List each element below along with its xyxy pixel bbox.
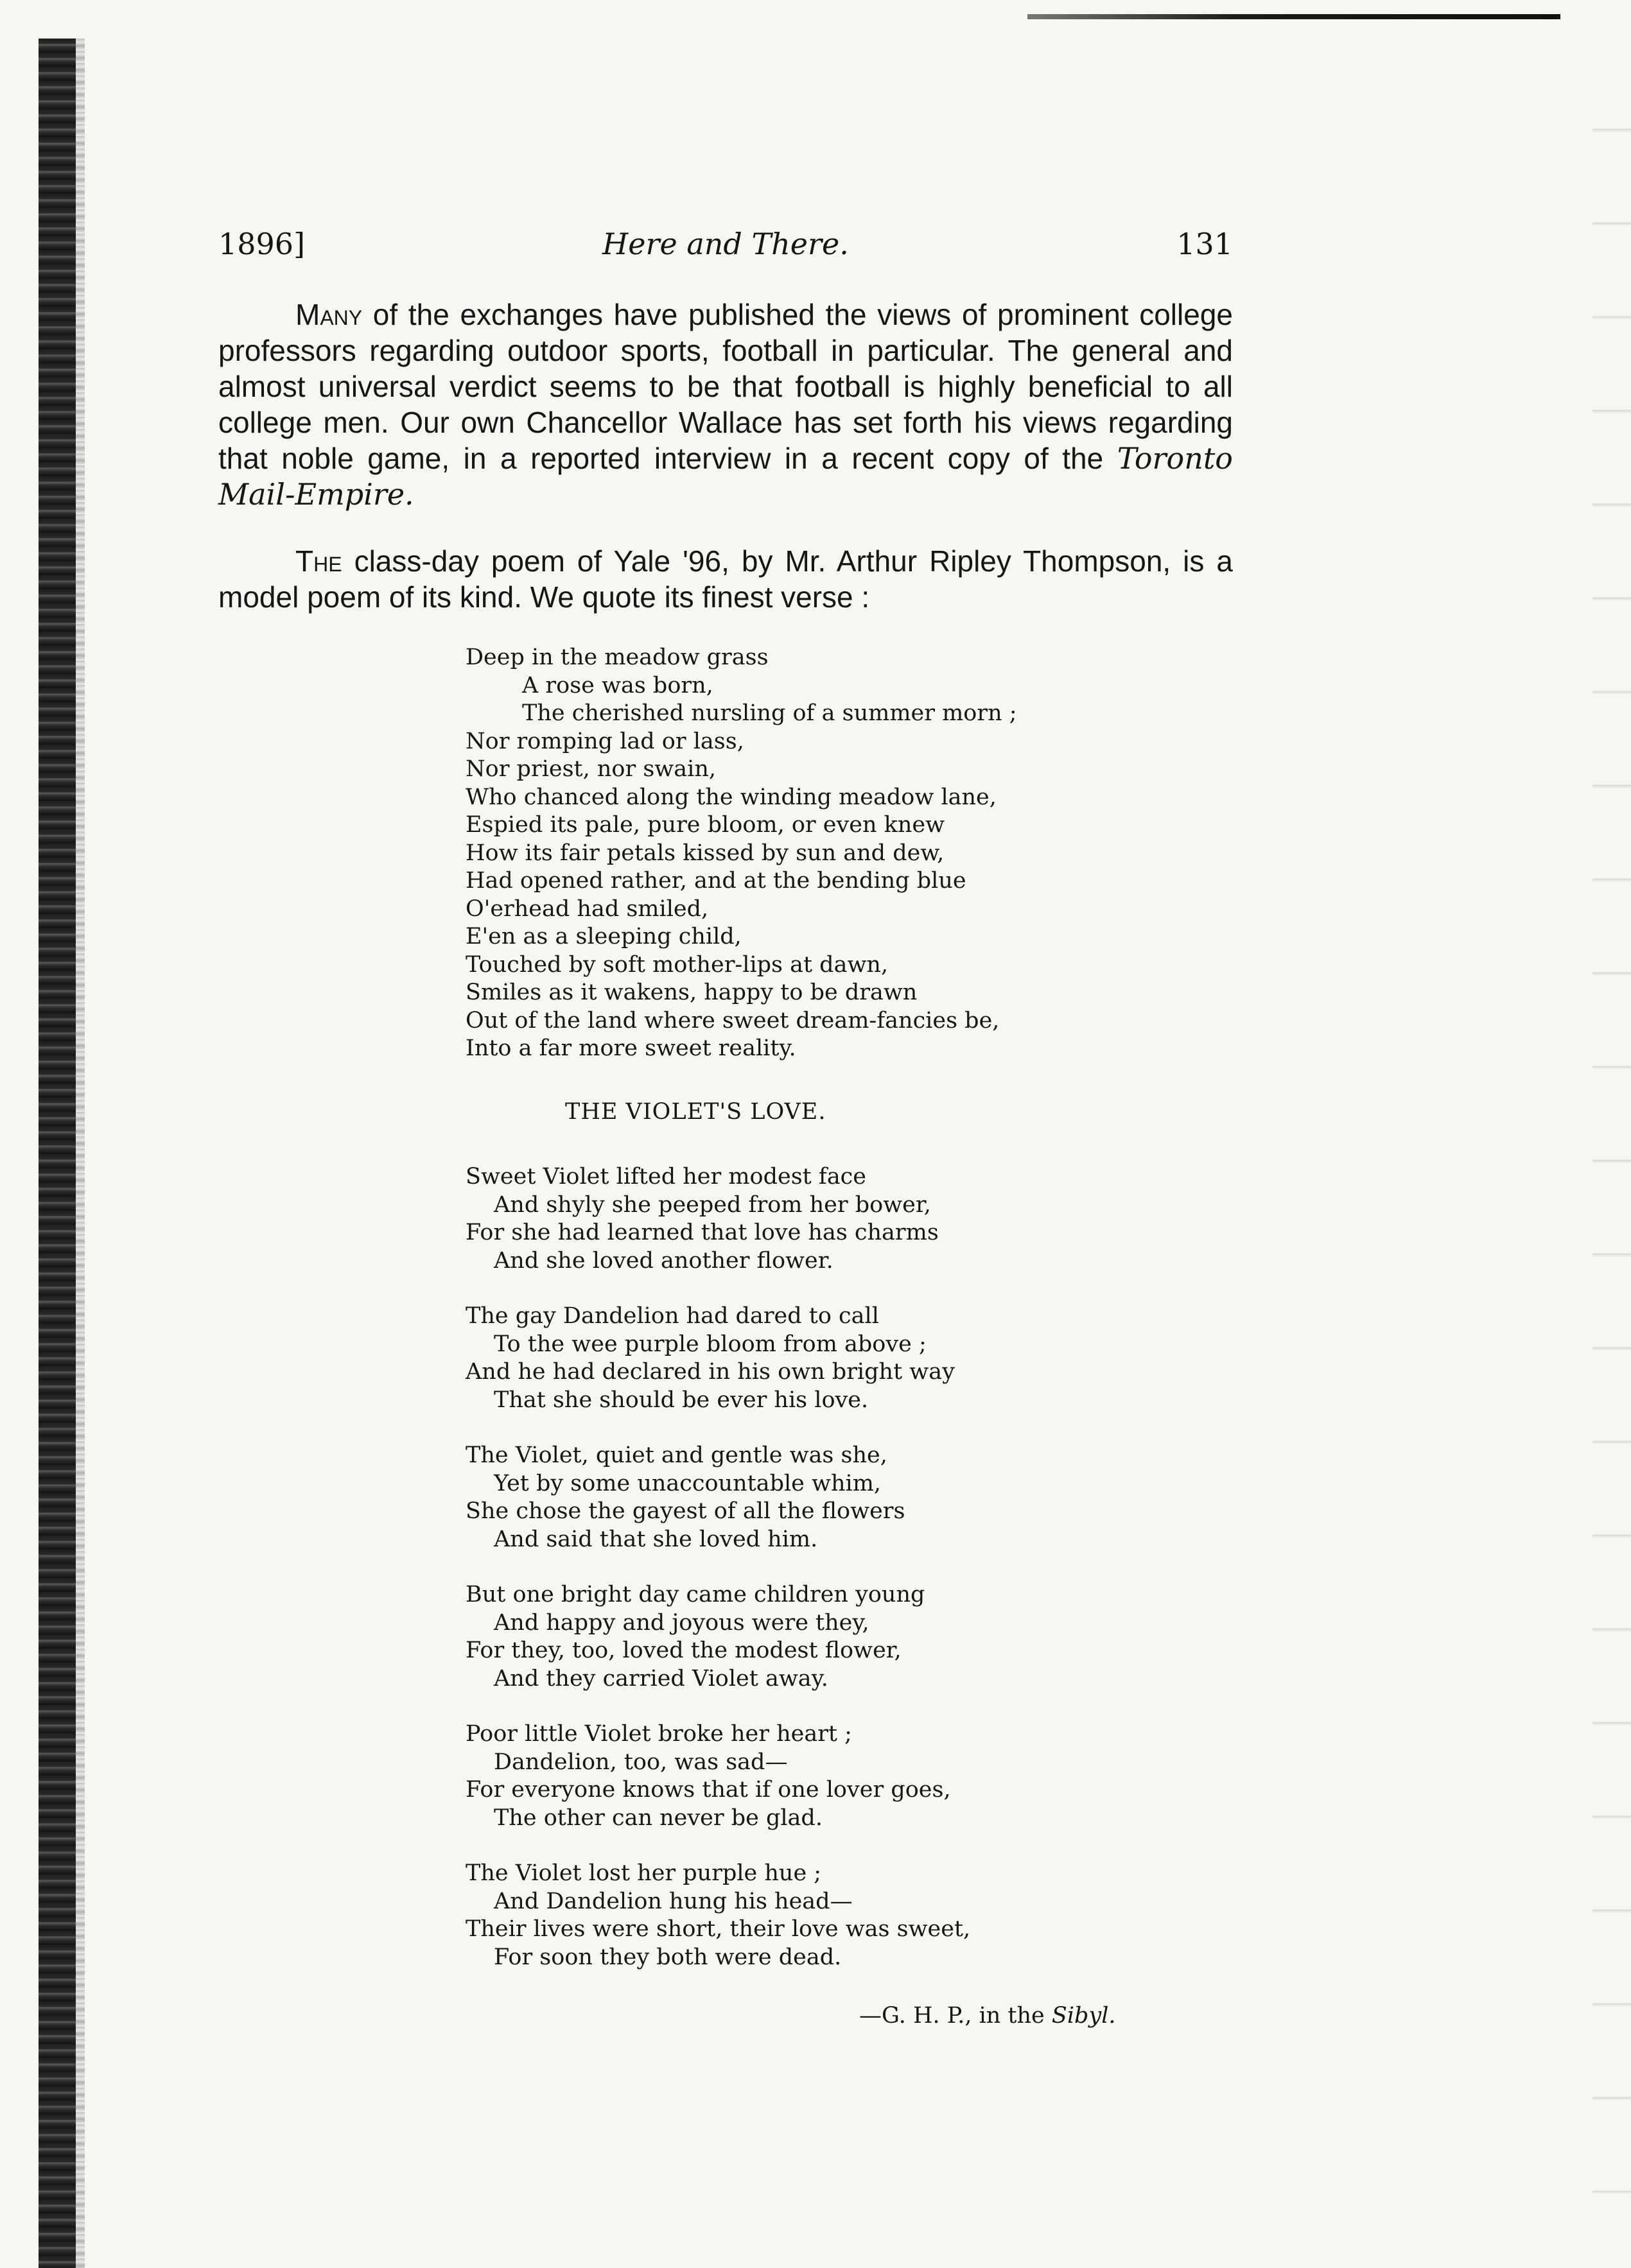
attribution-source: Sibyl. (1051, 2003, 1116, 2029)
poem-line: Dandelion, too, was sad— (494, 1749, 788, 1775)
poem-line: Yet by some unaccountable whim, (494, 1470, 882, 1496)
paragraph-football (218, 297, 1233, 512)
poem-line: The Violet lost her purple hue ; (466, 1860, 822, 1886)
poem-title: THE VIOLET'S LOVE. (565, 1099, 826, 1125)
poem-line: And happy and joyous were they, (494, 1609, 869, 1636)
poem-line: She chose the gayest of all the flowers (466, 1498, 905, 1524)
verse-line: Deep in the meadow grass (466, 645, 769, 670)
poem-line: For everyone knows that if one lover goes, (466, 1777, 951, 1803)
verse-line: The cherished nursling of a summer morn ; (522, 700, 1017, 726)
poem-line: And said that she loved him. (494, 1526, 818, 1552)
page-edge-texture (76, 39, 85, 2268)
poem-line: And they carried Violet away. (494, 1665, 828, 1692)
book-spine-shadow (39, 39, 76, 2268)
poem-line: And she loved another flower. (494, 1247, 833, 1274)
poem-line: For they, too, loved the modest flower, (466, 1638, 902, 1663)
verse-line: A rose was born, (522, 672, 713, 698)
running-header (218, 225, 1233, 270)
poem-line: And Dandelion hung his head— (494, 1888, 853, 1914)
verse-line: E'en as a sleeping child, (466, 924, 742, 949)
header-year: 1896] (218, 227, 306, 261)
poem-line: For she had learned that love has charms (466, 1220, 939, 1245)
paragraph-lead-word: Many (295, 298, 363, 331)
poem-stanza (466, 1163, 1172, 1275)
verse-line: Nor romping lad or lass, (466, 728, 744, 754)
page-number: 131 (1176, 227, 1233, 261)
paragraph-yale-poem (218, 543, 1233, 615)
poem-stanza (466, 1860, 1172, 1971)
verse-line: Into a far more sweet reality. (466, 1035, 796, 1061)
verse-line: Out of the land where sweet dream-fancies be, (466, 1007, 1000, 1034)
poem-stanza (466, 1720, 1172, 1832)
poem-line: Sweet Violet lifted her modest face (466, 1164, 867, 1190)
poem-line: To the wee purple bloom from above ; (494, 1331, 927, 1357)
poem-body (466, 1163, 1172, 1999)
newspaper-title: Toronto Mail-Empire. (218, 441, 1233, 512)
verse-line: Nor priest, nor swain, (466, 756, 716, 782)
verse-line: O'erhead had smiled, (466, 896, 709, 922)
poem-line: The Violet, quiet and gentle was she, (466, 1442, 887, 1468)
attribution-author: —G. H. P., in the (859, 2003, 1052, 2029)
verse-line: Smiles as it wakens, happy to be drawn (466, 980, 918, 1005)
poem-line: And he had declared in his own bright way (466, 1359, 955, 1385)
verse-line: Had opened rather, and at the bending blue (466, 868, 966, 894)
poem-line: The other can never be glad. (494, 1805, 823, 1831)
verse-line: How its fair petals kissed by sun and dew, (466, 840, 945, 866)
top-edge-rule (1027, 14, 1560, 19)
poem-line: The gay Dandelion had dared to call (466, 1303, 879, 1329)
paragraph-lead-word: The (295, 544, 342, 578)
verse-line: Espied its pale, pure bloom, or even knew (466, 812, 945, 838)
poem-line: Their lives were short, their love was sweet, (466, 1916, 971, 1942)
poem-stanza (466, 1442, 1172, 1554)
poem-line: That she should be ever his love. (494, 1387, 869, 1413)
paragraph-text: of the exchanges have published the views of prominent college professors regarding outdoor sports, football in particular. The general and almost universal verdict seems to be that football is highly beneficial to all college men. Our own Chancellor Wallace has set forth his views regarding that noble game, in a reported interview in a recent copy of the (218, 298, 1233, 475)
poem-line: Poor little Violet broke her heart ; (466, 1721, 852, 1747)
quoted-verse (466, 644, 1172, 1063)
paragraph-text: class-day poem of Yale '96, by Mr. Arthur Ripley Thompson, is a model poem of its kind. We quote its finest verse : (218, 544, 1233, 614)
poem-line: For soon they both were dead. (494, 1944, 842, 1970)
right-margin-specks (1592, 39, 1631, 2268)
poem-stanza (466, 1303, 1172, 1414)
poem-attribution (859, 2002, 1116, 2030)
poem-line: And shyly she peeped from her bower, (494, 1191, 931, 1218)
header-title: Here and There. (602, 227, 849, 261)
poem-line: But one bright day came children young (466, 1582, 925, 1607)
poem-stanza (466, 1581, 1172, 1693)
verse-line: Touched by soft mother-lips at dawn, (466, 951, 889, 978)
verse-line: Who chanced along the winding meadow lane, (466, 784, 997, 810)
